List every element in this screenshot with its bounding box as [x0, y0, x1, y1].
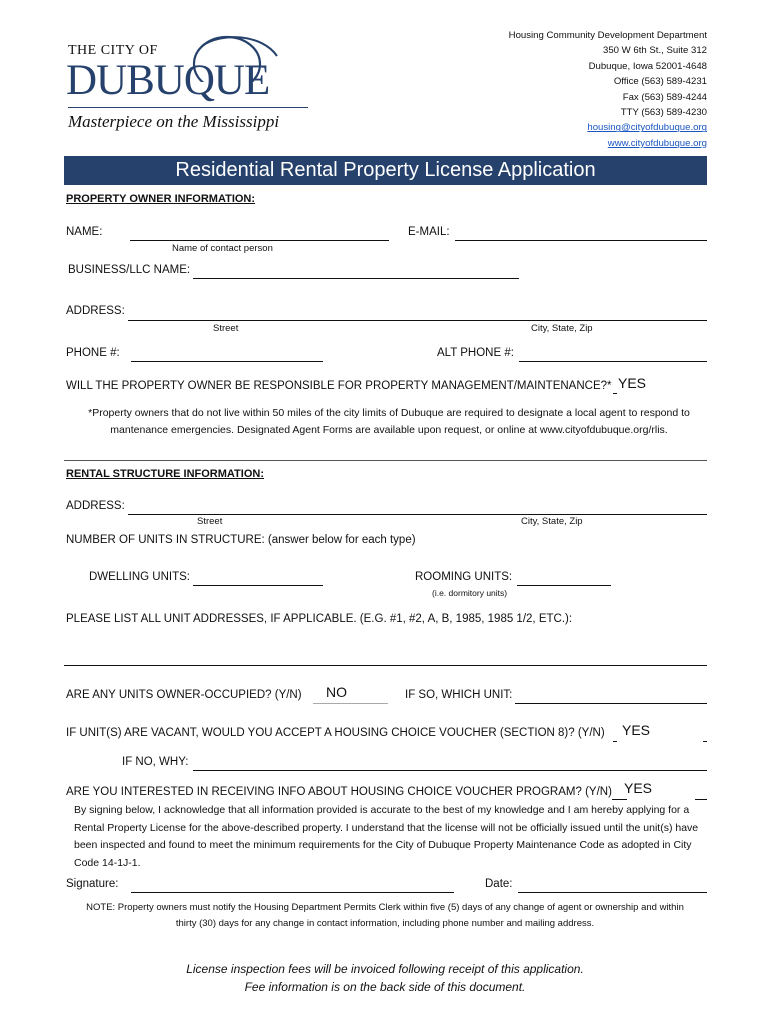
owner-section-heading: PROPERTY OWNER INFORMATION:	[66, 193, 256, 205]
dept-office: Office (563) 589-4231	[613, 76, 707, 88]
dept-name: Housing Community Development Department	[508, 30, 707, 41]
footer-note	[0, 960, 770, 996]
logo-line1: THE CITY OF	[68, 43, 158, 58]
owner-street-sublabel: Street	[213, 323, 239, 334]
unit-list-label: PLEASE LIST ALL UNIT ADDRESSES, IF APPLICABLE. (E.G. #1, #2, A, B, 1985, 1985 1/2, ETC.):	[66, 613, 573, 625]
units-label: NUMBER OF UNITS IN STRUCTURE: (answer below for each type)	[66, 534, 416, 546]
structure-address-field[interactable]	[128, 514, 707, 515]
which-unit-field[interactable]	[515, 703, 707, 704]
owner-occupied-label: ARE ANY UNITS OWNER-OCCUPIED? (Y/N)	[66, 689, 302, 701]
signature-field[interactable]	[131, 892, 454, 893]
dept-email-link[interactable]: housing@cityofdubuque.org	[587, 122, 707, 134]
dept-fax: Fax (563) 589-4244	[622, 91, 707, 103]
dept-address1: 350 W 6th St., Suite 312	[603, 45, 707, 57]
owner-occupied-answer[interactable]: NO	[326, 684, 347, 700]
structure-address-label: ADDRESS:	[66, 500, 125, 512]
rooming-sublabel: (i.e. dormitory units)	[432, 588, 508, 598]
voucher-answer-line-b	[703, 741, 707, 742]
business-label: BUSINESS/LLC NAME:	[68, 264, 191, 276]
mgmt-answer-line	[613, 393, 617, 394]
mgmt-answer[interactable]: YES	[618, 375, 647, 391]
change-notice: NOTE: Property owners must notify the Housing Department Permits Clerk within five (5) days of any change of agent or ownership and within thirty (30) days for any change in contact information, including phone number and mailing address.	[86, 902, 684, 929]
phone-field[interactable]	[131, 361, 323, 362]
unit-list-field[interactable]	[64, 665, 707, 666]
form-title: Residential Rental Property License Application	[64, 156, 707, 185]
structure-csz-sublabel: City, State, Zip	[521, 516, 583, 527]
dept-website-link[interactable]: www.cityofdubuque.org	[607, 137, 707, 149]
why-label: IF NO, WHY:	[122, 756, 189, 768]
name-label: NAME:	[66, 226, 103, 238]
department-contact-block	[509, 28, 707, 151]
logo-line2: DUBUQUE	[66, 57, 270, 104]
voucher-answer-line-a	[613, 741, 617, 742]
voucher-answer[interactable]: YES	[622, 722, 651, 738]
dept-tty: TTY (563) 589-4230	[620, 107, 707, 119]
program-label: ARE YOU INTERESTED IN RECEIVING INFO ABOUT HOUSING CHOICE VOUCHER PROGRAM? (Y/N)	[66, 786, 612, 798]
city-logo	[64, 34, 312, 134]
structure-street-sublabel: Street	[197, 516, 223, 527]
program-answer-line-a	[612, 799, 627, 800]
program-answer-line-b	[695, 799, 707, 800]
rooming-field[interactable]	[517, 585, 611, 586]
voucher-label: IF UNIT(S) ARE VACANT, WOULD YOU ACCEPT A HOUSING CHOICE VOUCHER (SECTION 8)? (Y/N)	[66, 727, 605, 739]
name-sublabel: Name of contact person	[172, 243, 273, 254]
owner-csz-sublabel: City, State, Zip	[531, 323, 593, 334]
alt-phone-label: ALT PHONE #:	[437, 347, 514, 359]
owner-occupied-field	[313, 703, 388, 704]
certification-text: By signing below, I acknowledge that all information provided is accurate to the best of my knowledge and I am hereby applying for a Rental Property License for the above-described property. I understand that the license will not be officially issued until the unit(s) have been inspected and found to meet the minimum requirements for the City of Dubuque Property Maintenance Code as adopted in City Code 14-1J-1.	[74, 804, 699, 869]
program-answer[interactable]: YES	[624, 780, 653, 796]
why-field[interactable]	[193, 770, 707, 771]
footer-line2: Fee information is on the back side of this document.	[244, 980, 526, 994]
owner-address-label: ADDRESS:	[66, 305, 125, 317]
dwelling-field[interactable]	[193, 585, 323, 586]
dwelling-label: DWELLING UNITS:	[89, 571, 190, 583]
signature-label: Signature:	[66, 878, 119, 890]
rooming-label: ROOMING UNITS:	[415, 571, 513, 583]
logo-divider	[68, 107, 308, 108]
date-field[interactable]	[518, 892, 707, 893]
footer-line1: License inspection fees will be invoiced following receipt of this application.	[186, 962, 584, 976]
logo-tagline: Masterpiece on the Mississippi	[68, 112, 280, 131]
agent-note: *Property owners that do not live within 50 miles of the city limits of Dubuque are required to designate a local agent to respond to mantenance emergencies. Designated Agent Forms are available upon request, or online at www.cityofdubuque.org/rlis.	[88, 407, 690, 436]
email-label: E-MAIL:	[408, 226, 450, 238]
alt-phone-field[interactable]	[519, 361, 707, 362]
which-unit-label: IF SO, WHICH UNIT:	[405, 689, 513, 701]
mgmt-question: WILL THE PROPERTY OWNER BE RESPONSIBLE FOR PROPERTY MANAGEMENT/MAINTENANCE?*	[66, 380, 612, 392]
structure-section-heading: RENTAL STRUCTURE INFORMATION:	[66, 468, 264, 480]
owner-address-field[interactable]	[128, 320, 707, 321]
email-field[interactable]	[455, 240, 707, 241]
date-label: Date:	[485, 878, 513, 890]
section-divider	[64, 460, 707, 461]
dept-address2: Dubuque, Iowa 52001-4648	[588, 60, 707, 72]
phone-label: PHONE #:	[66, 347, 120, 359]
business-field[interactable]	[193, 278, 519, 279]
name-field[interactable]	[130, 240, 389, 241]
